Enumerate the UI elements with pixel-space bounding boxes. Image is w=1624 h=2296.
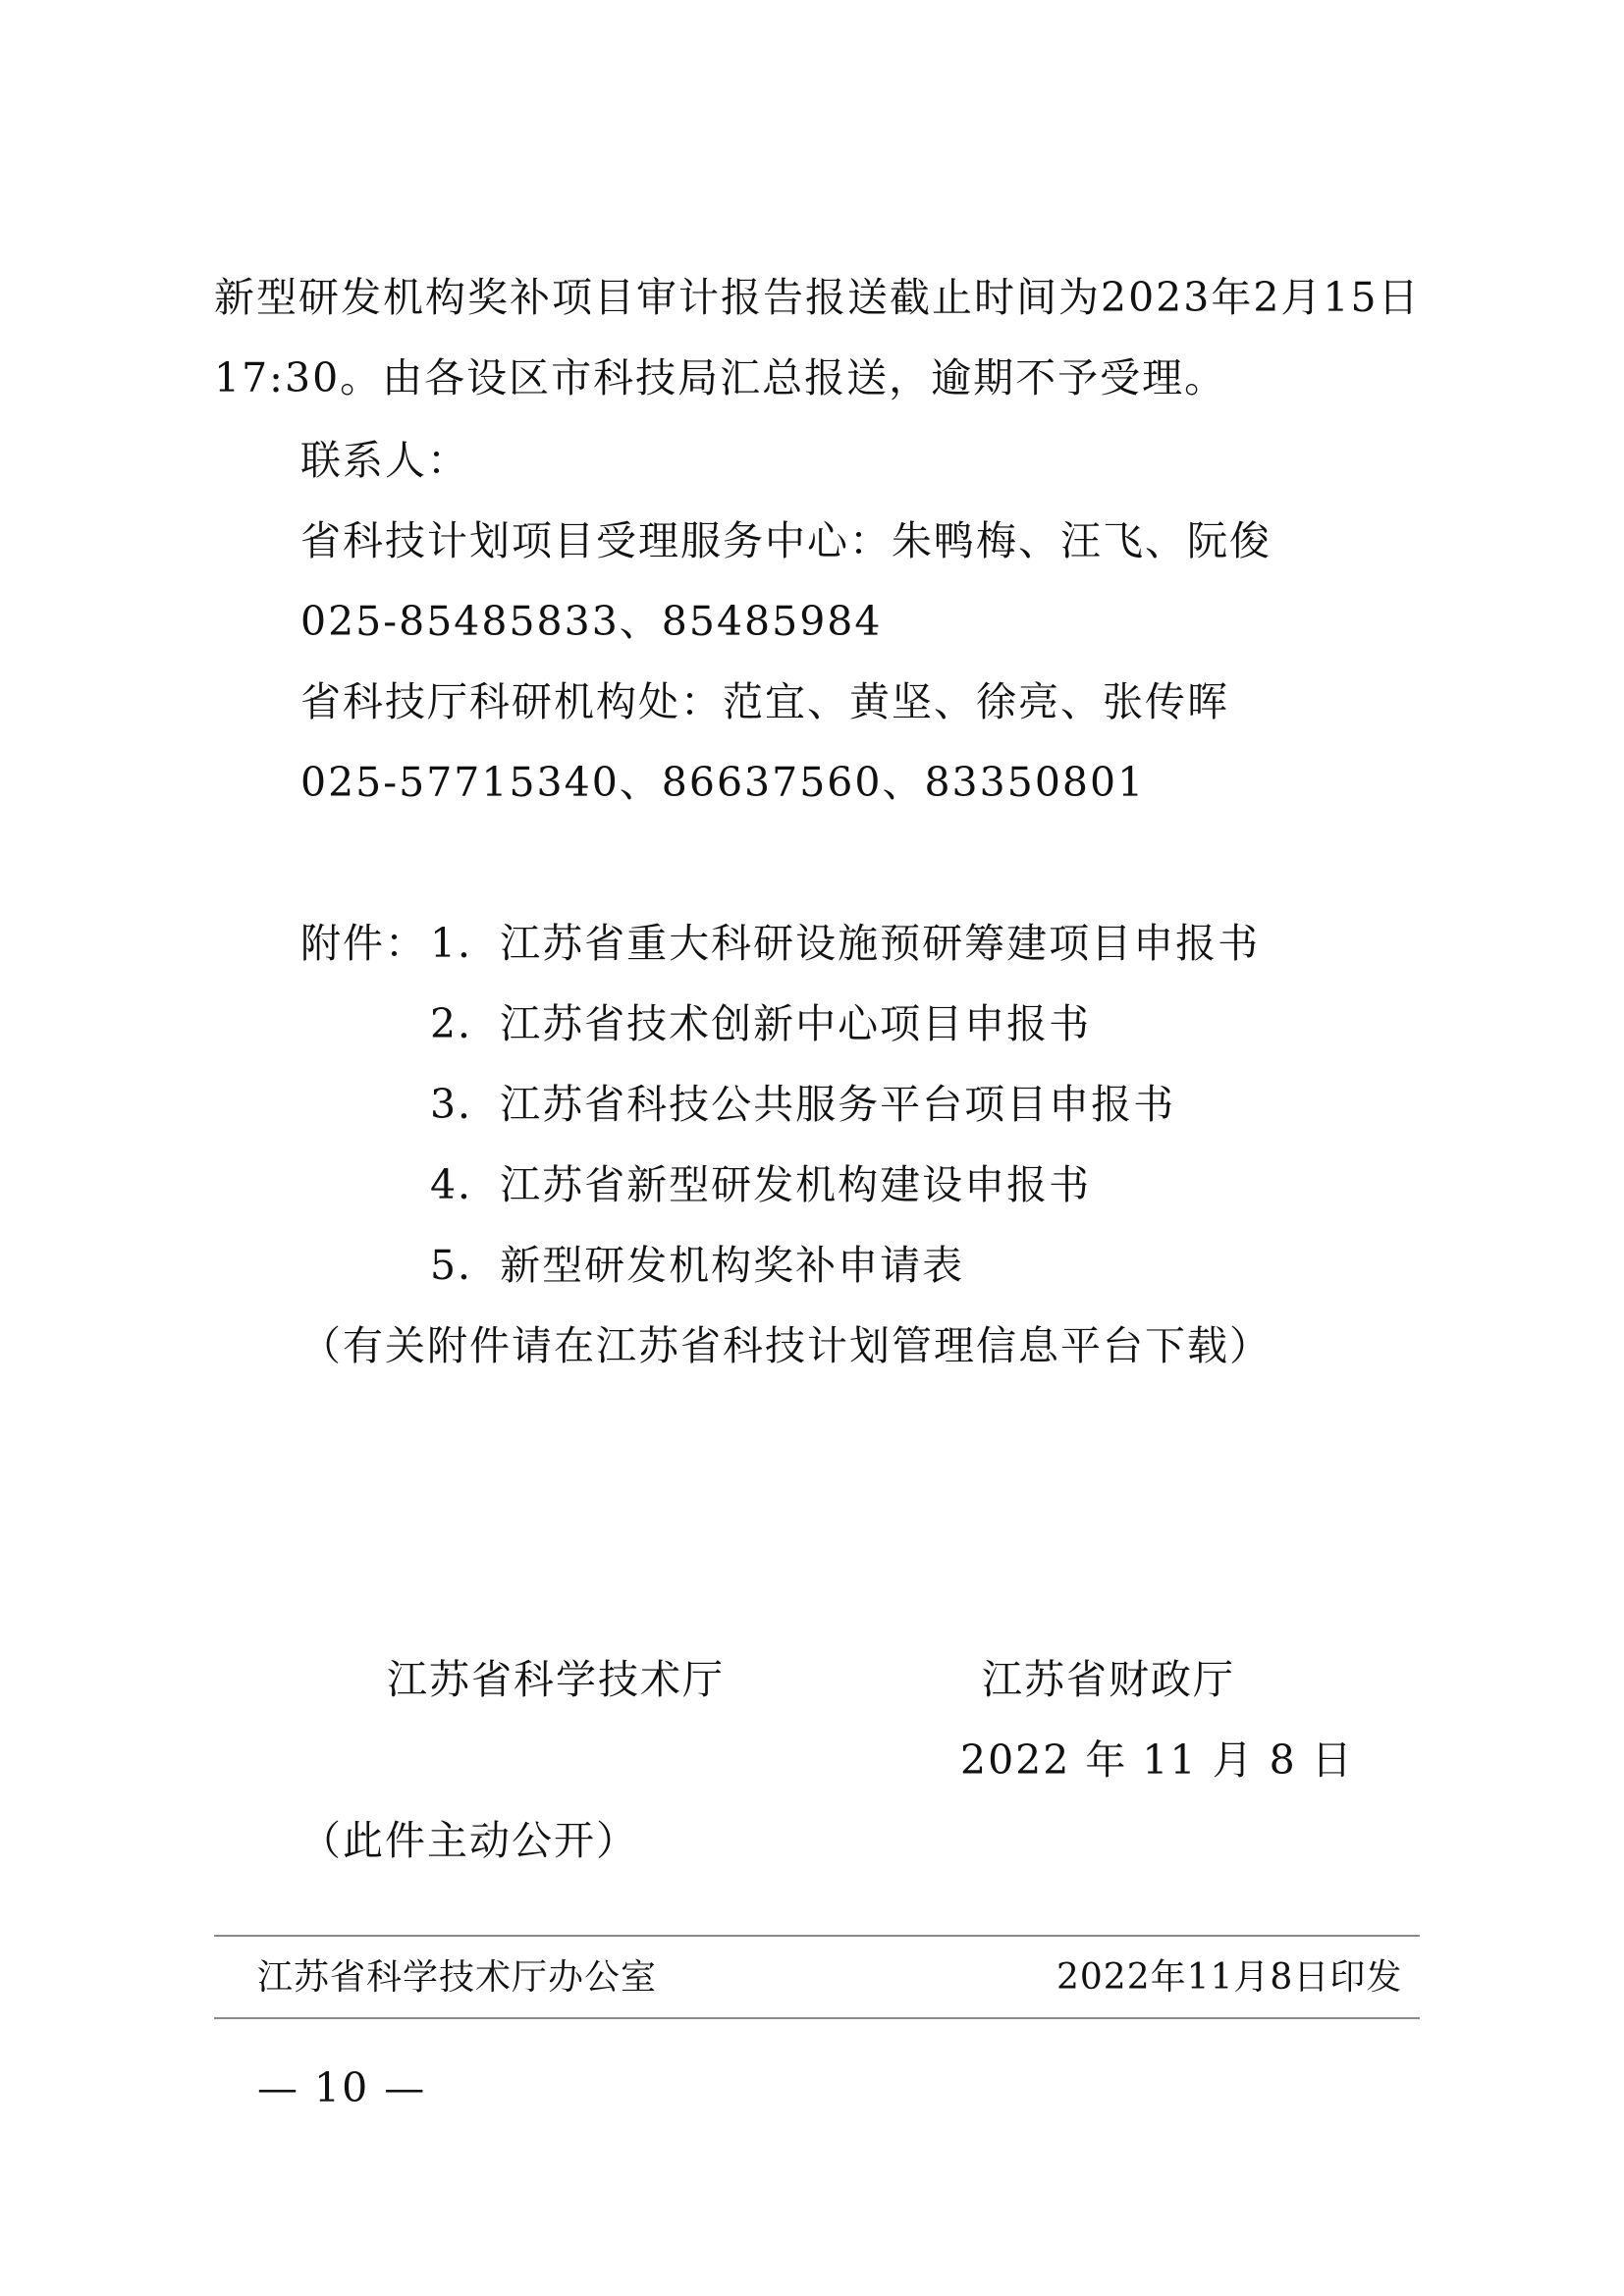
contact-1-name: 省科技计划项目受理服务中心：朱鸭梅、汪飞、阮俊 (300, 517, 1272, 564)
disclosure-note: （此件主动公开） (300, 1817, 638, 1864)
attachments-label: 附件： (300, 920, 427, 967)
signature-date: 2022 年 11 月 8 日 (960, 1736, 1354, 1784)
attachment-item: 4．江苏省新型研发机构建设申报书 (430, 1161, 1092, 1208)
contact-2-phone: 025-57715340、86637560、83350801 (300, 759, 1146, 806)
footer-top-rule (214, 1935, 1420, 1937)
attachment-item: 1．江苏省重大科研设施预研筹建项目申报书 (430, 920, 1261, 967)
contacts-label: 联系人： (300, 437, 469, 484)
body-paragraph-line-2: 17:30。由各设区市科技局汇总报送，逾期不予受理。 (214, 354, 1227, 401)
signature-org-2: 江苏省财政厅 (982, 1656, 1235, 1703)
body-paragraph-line-1: 新型研发机构奖补项目审计报告报送截止时间为2023年2月15日 (214, 274, 1421, 321)
attachment-item: 5．新型研发机构奖补申请表 (430, 1242, 965, 1289)
contact-2-name: 省科技厅科研机构处：范宜、黄坚、徐亮、张传晖 (300, 678, 1229, 725)
footer-issue-date: 2022年11月8日印发 (1056, 1957, 1403, 1998)
attachment-item: 2．江苏省技术创新中心项目申报书 (430, 1000, 1092, 1047)
contact-1-phone: 025-85485833、85485984 (300, 598, 883, 645)
footer-office: 江苏省科学技术厅办公室 (257, 1957, 658, 1998)
footer-bottom-rule (214, 2017, 1420, 2019)
attachment-item: 3．江苏省科技公共服务平台项目申报书 (430, 1081, 1176, 1128)
page-number: — 10 — (257, 2064, 427, 2111)
attachments-note: （有关附件请在江苏省科技计划管理信息平台下载） (300, 1322, 1272, 1369)
signature-org-1: 江苏省科学技术厅 (387, 1656, 725, 1703)
